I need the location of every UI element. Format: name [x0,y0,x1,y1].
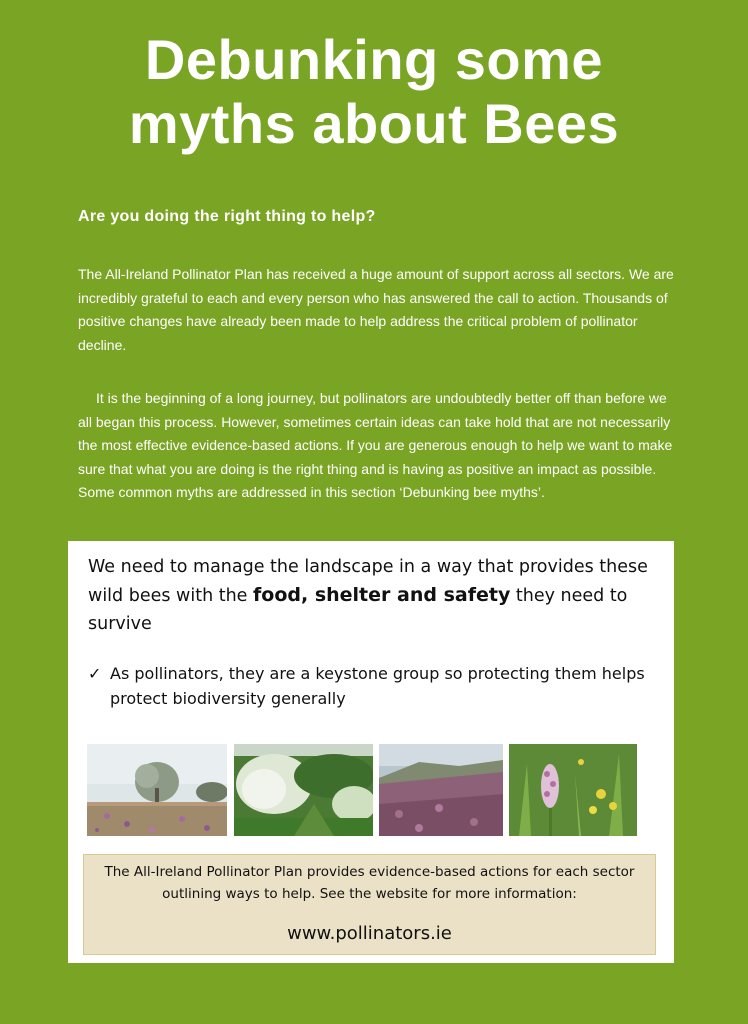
checklist-item [88,661,648,711]
page-title [0,28,748,156]
info-box [83,854,656,955]
lead-text-end: they need to survive [88,586,628,634]
photo-strip [87,744,639,836]
info-box-text: The All-Ireland Pollinator Plan provides evidence-based actions for each sector outlining ways to help. See the website for more information: [104,864,635,902]
lead-text-bold: food, shelter and safety [253,584,511,606]
hedgerow-photo [234,744,373,836]
checkmark-icon: ✓ [88,664,102,683]
title-line-1: Debunking some [144,28,604,91]
lead-text-start: We need to manage the landscape in a way that provides these wild bees with the [88,557,648,606]
info-card [68,541,674,963]
heather-hillside-photo [379,744,503,836]
intro-subheading: Are you doing the right thing to help? [78,208,376,225]
title-line-2: myths about Bees [128,92,620,155]
card-lead-text [88,553,648,638]
meadow-tree-photo [87,744,227,836]
checklist-text: As pollinators, they are a keystone group so protecting them helps protect biodiversity generally [110,664,645,708]
intro-paragraph-2: It is the beginning of a long journey, but pollinators are undoubtedly better off than before we all began this process. However, sometimes certain ideas can take hold that are not necessarily the most effective evidence-based actions. If you are generous enough to help we want to make sure that what you are doing is the right thing and is having as positive an impact as possible. Some common myths are addressed in this section ‘Debunking bee myths’. [78,390,673,500]
website-link[interactable]: www.pollinators.ie [287,923,452,944]
intro-paragraph-1: The All-Ireland Pollinator Plan has received a huge amount of support across all sectors. We are incredibly grateful to each and every person who has answered the call to action. Thousands of positive changes have already been made to help address the critical problem of pollinator decline. [78,266,674,353]
orchid-wildflower-photo [509,744,637,836]
